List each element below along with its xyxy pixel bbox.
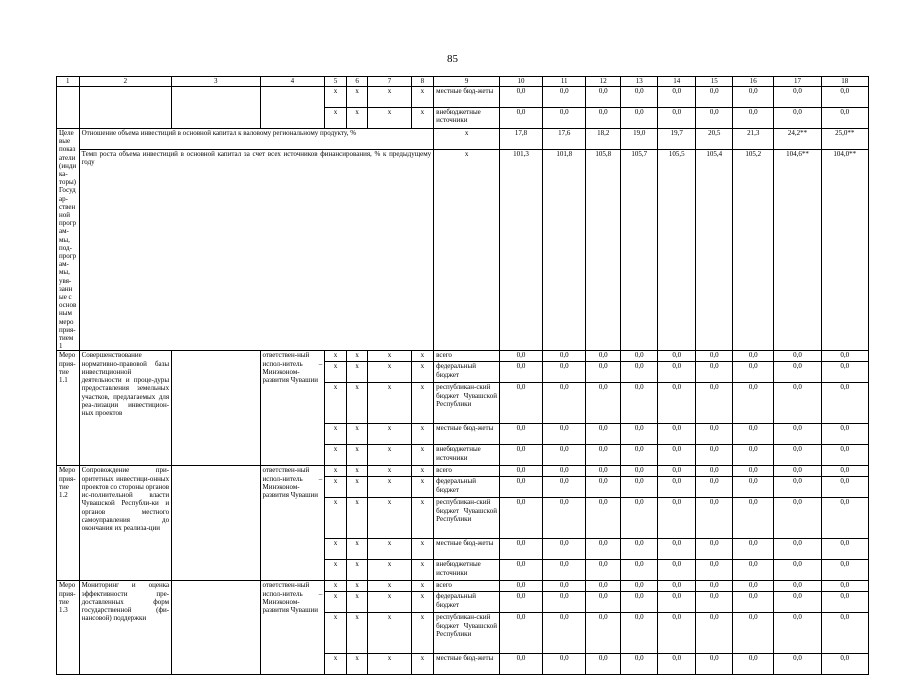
value-cell: 0,0 <box>696 424 733 445</box>
value-cell: 0,0 <box>733 351 774 362</box>
value-cell: 0,0 <box>774 539 821 560</box>
value-cell: 0,0 <box>658 539 696 560</box>
value-cell: 0,0 <box>774 592 821 613</box>
marker-cell: x <box>325 560 347 581</box>
value-cell: 0,0 <box>499 108 542 129</box>
value-cell: 0,0 <box>543 87 586 108</box>
value-cell: 0,0 <box>821 383 868 424</box>
value-cell: 0,0 <box>586 613 621 654</box>
value-cell: 0,0 <box>696 539 733 560</box>
measure-executor: ответствен-ный испол-нитель – Минэконом-развития Чувашии <box>260 351 325 466</box>
value-cell: 0,0 <box>586 445 621 466</box>
value-cell: 0,0 <box>774 383 821 424</box>
marker-cell: x <box>411 362 434 383</box>
value-cell: 0,0 <box>586 87 621 108</box>
column-number: 11 <box>543 77 586 87</box>
funding-source: всего <box>434 351 500 362</box>
marker-cell: x <box>411 560 434 581</box>
value-cell: 19,0 <box>621 129 658 150</box>
value-cell: 0,0 <box>621 362 658 383</box>
value-cell: 0,0 <box>499 87 542 108</box>
value-cell: 0,0 <box>621 383 658 424</box>
value-cell: 0,0 <box>774 445 821 466</box>
marker-cell: x <box>346 654 368 675</box>
measure-description: Сопровождение при-оритетных инвестици-онных проектов со стороны органов ис-полнительной власти Чувашской Республи-ки и органов местного самоуправления до окончания их реализа-ции <box>79 466 172 581</box>
measure-label: Мероприя-тие 1.1 <box>57 351 80 466</box>
funding-source: всего <box>434 466 500 477</box>
value-cell: 0,0 <box>821 539 868 560</box>
value-cell: 0,0 <box>543 351 586 362</box>
marker-cell: x <box>368 383 411 424</box>
value-cell: 0,0 <box>586 581 621 592</box>
value-cell: 105,4 <box>696 150 733 351</box>
column-number: 4 <box>260 77 325 87</box>
marker-cell: x <box>368 424 411 445</box>
column-number: 5 <box>325 77 347 87</box>
value-cell: 17,6 <box>543 129 586 150</box>
value-cell: 0,0 <box>658 477 696 498</box>
value-cell: 0,0 <box>543 445 586 466</box>
value-cell: 0,0 <box>696 498 733 539</box>
value-cell: 0,0 <box>621 466 658 477</box>
value-cell: 0,0 <box>733 560 774 581</box>
marker-cell: x <box>411 383 434 424</box>
value-cell: 0,0 <box>543 108 586 129</box>
marker-cell: x <box>368 560 411 581</box>
empty-cell <box>172 87 260 129</box>
value-cell: 0,0 <box>774 351 821 362</box>
marker-cell: x <box>368 477 411 498</box>
value-cell: 0,0 <box>499 539 542 560</box>
value-cell: 0,0 <box>499 362 542 383</box>
value-cell: 0,0 <box>696 581 733 592</box>
marker-cell: x <box>411 498 434 539</box>
value-cell: 0,0 <box>774 581 821 592</box>
value-cell: 0,0 <box>621 539 658 560</box>
column-number: 3 <box>172 77 260 87</box>
marker-cell: x <box>346 498 368 539</box>
funding-source: внебюджетные источники <box>434 445 500 466</box>
value-cell: 0,0 <box>774 498 821 539</box>
value-cell: 0,0 <box>586 424 621 445</box>
column-number: 13 <box>621 77 658 87</box>
value-cell: 0,0 <box>774 613 821 654</box>
marker-cell: x <box>325 654 347 675</box>
value-cell: 0,0 <box>733 477 774 498</box>
marker-cell: x <box>325 613 347 654</box>
program-table <box>56 76 869 675</box>
funding-source: внебюджетные источники <box>434 560 500 581</box>
value-cell: 0,0 <box>696 87 733 108</box>
value-cell: 0,0 <box>733 108 774 129</box>
empty-cell <box>79 87 172 129</box>
funding-source: республикан-ский бюджет Чувашской Республики <box>434 498 500 539</box>
value-cell: 104,0** <box>821 150 868 351</box>
marker-cell: x <box>325 108 347 129</box>
value-cell: 0,0 <box>696 560 733 581</box>
value-cell: 0,0 <box>586 498 621 539</box>
marker-cell: x <box>346 477 368 498</box>
value-cell: 0,0 <box>499 592 542 613</box>
value-cell: 0,0 <box>499 498 542 539</box>
value-cell: 0,0 <box>658 362 696 383</box>
value-cell: 0,0 <box>774 654 821 675</box>
marker-cell: x <box>325 466 347 477</box>
value-cell: 0,0 <box>774 424 821 445</box>
marker-cell: x <box>346 581 368 592</box>
value-cell: 0,0 <box>658 445 696 466</box>
value-cell: 0,0 <box>586 466 621 477</box>
value-cell: 20,5 <box>696 129 733 150</box>
value-cell: 0,0 <box>543 613 586 654</box>
empty-cell <box>172 351 260 466</box>
value-cell: 0,0 <box>499 581 542 592</box>
marker-cell: x <box>346 383 368 424</box>
table-row <box>57 87 869 108</box>
marker-cell: x <box>368 466 411 477</box>
marker-cell: x <box>325 383 347 424</box>
marker-cell: x <box>346 424 368 445</box>
marker-cell: x <box>325 424 347 445</box>
value-cell: 0,0 <box>499 613 542 654</box>
value-cell: 0,0 <box>821 592 868 613</box>
value-cell: 105,5 <box>658 150 696 351</box>
target-indicator-text: Отношение объема инвестиций в основной капитал к валовому региональному продукту, % <box>79 129 434 150</box>
marker-cell: x <box>325 592 347 613</box>
value-cell: 0,0 <box>621 424 658 445</box>
marker-cell: x <box>411 445 434 466</box>
value-cell: 0,0 <box>733 592 774 613</box>
marker-cell: x <box>346 466 368 477</box>
marker-cell: x <box>346 108 368 129</box>
value-cell: 0,0 <box>658 351 696 362</box>
measure-label: Мероприя-тие 1.2 <box>57 466 80 581</box>
column-number: 10 <box>499 77 542 87</box>
marker-cell: x <box>346 445 368 466</box>
value-cell: 0,0 <box>621 445 658 466</box>
value-cell: 0,0 <box>621 654 658 675</box>
value-cell: 0,0 <box>499 466 542 477</box>
value-cell: 0,0 <box>621 581 658 592</box>
funding-source: местные бюд-жеты <box>434 654 500 675</box>
column-number: 12 <box>586 77 621 87</box>
target-indicator-mark: x <box>434 129 500 150</box>
target-indicators-label: Целевые показатели (индика-торы) Государ-ственной програм-мы, под-програм-мы, увя-занные с основным мероприя-тием 1 <box>57 129 80 351</box>
value-cell: 0,0 <box>696 654 733 675</box>
marker-cell: x <box>368 581 411 592</box>
marker-cell: x <box>325 87 347 108</box>
measure-label: Мероприя-тие 1.3 <box>57 581 80 675</box>
value-cell: 101,3 <box>499 150 542 351</box>
value-cell: 0,0 <box>696 351 733 362</box>
marker-cell: x <box>411 539 434 560</box>
value-cell: 0,0 <box>658 466 696 477</box>
marker-cell: x <box>368 445 411 466</box>
marker-cell: x <box>368 108 411 129</box>
target-indicator-row <box>57 150 869 351</box>
column-number: 14 <box>658 77 696 87</box>
value-cell: 0,0 <box>543 654 586 675</box>
value-cell: 0,0 <box>821 613 868 654</box>
value-cell: 0,0 <box>733 581 774 592</box>
value-cell: 0,0 <box>586 362 621 383</box>
value-cell: 0,0 <box>821 466 868 477</box>
marker-cell: x <box>411 108 434 129</box>
value-cell: 0,0 <box>658 498 696 539</box>
value-cell: 0,0 <box>586 351 621 362</box>
column-number: 18 <box>821 77 868 87</box>
value-cell: 0,0 <box>821 108 868 129</box>
value-cell: 0,0 <box>821 560 868 581</box>
value-cell: 105,7 <box>621 150 658 351</box>
value-cell: 0,0 <box>621 108 658 129</box>
marker-cell: x <box>346 351 368 362</box>
value-cell: 0,0 <box>733 539 774 560</box>
marker-cell: x <box>368 362 411 383</box>
value-cell: 0,0 <box>499 560 542 581</box>
value-cell: 0,0 <box>658 383 696 424</box>
measure-description: Мониторинг и оценка эффективности пре-доставленных форм государственной (фи-нансовой) поддержки <box>79 581 172 675</box>
marker-cell: x <box>325 351 347 362</box>
value-cell: 0,0 <box>733 362 774 383</box>
value-cell: 21,3 <box>733 129 774 150</box>
empty-cell <box>57 87 80 129</box>
measure-description: Совершенствование нормативно-правовой базы инвестиционной деятельности и проце-дуры предоставления земельных участков, предлагаемых для реа-лизации инвестицион-ных проектов <box>79 351 172 466</box>
marker-cell: x <box>411 87 434 108</box>
value-cell: 0,0 <box>543 466 586 477</box>
column-number: 6 <box>346 77 368 87</box>
value-cell: 0,0 <box>543 498 586 539</box>
value-cell: 0,0 <box>733 383 774 424</box>
target-indicator-row <box>57 129 869 150</box>
target-indicator-text: Темп роста объема инвестиций в основной капитал за счет всех источников финансирования, % к предыдущему году <box>79 150 434 351</box>
value-cell: 0,0 <box>696 383 733 424</box>
column-number: 16 <box>733 77 774 87</box>
column-number: 9 <box>434 77 500 87</box>
empty-cell <box>172 581 260 675</box>
value-cell: 0,0 <box>696 613 733 654</box>
marker-cell: x <box>411 654 434 675</box>
measure-row <box>57 581 869 592</box>
funding-source: республикан-ский бюджет Чувашской Республики <box>434 383 500 424</box>
page-number: 85 <box>447 53 458 65</box>
funding-source: федеральный бюджет <box>434 477 500 498</box>
value-cell: 0,0 <box>543 581 586 592</box>
marker-cell: x <box>368 539 411 560</box>
marker-cell: x <box>325 498 347 539</box>
value-cell: 0,0 <box>696 592 733 613</box>
value-cell: 0,0 <box>658 581 696 592</box>
marker-cell: x <box>325 539 347 560</box>
value-cell: 0,0 <box>499 445 542 466</box>
value-cell: 0,0 <box>658 87 696 108</box>
marker-cell: x <box>346 87 368 108</box>
value-cell: 0,0 <box>499 654 542 675</box>
value-cell: 0,0 <box>621 87 658 108</box>
value-cell: 0,0 <box>586 539 621 560</box>
value-cell: 0,0 <box>821 87 868 108</box>
marker-cell: x <box>411 592 434 613</box>
value-cell: 0,0 <box>621 351 658 362</box>
column-number: 15 <box>696 77 733 87</box>
value-cell: 19,7 <box>658 129 696 150</box>
value-cell: 0,0 <box>621 477 658 498</box>
value-cell: 0,0 <box>543 560 586 581</box>
value-cell: 0,0 <box>821 498 868 539</box>
value-cell: 0,0 <box>658 108 696 129</box>
value-cell: 0,0 <box>586 108 621 129</box>
value-cell: 18,2 <box>586 129 621 150</box>
value-cell: 0,0 <box>733 654 774 675</box>
marker-cell: x <box>346 592 368 613</box>
value-cell: 0,0 <box>774 477 821 498</box>
value-cell: 0,0 <box>774 362 821 383</box>
funding-source: республикан-ский бюджет Чувашской Республики <box>434 613 500 654</box>
value-cell: 0,0 <box>621 592 658 613</box>
value-cell: 0,0 <box>543 424 586 445</box>
marker-cell: x <box>325 445 347 466</box>
table-body <box>57 77 869 675</box>
column-number: 7 <box>368 77 411 87</box>
value-cell: 25,0** <box>821 129 868 150</box>
value-cell: 0,0 <box>621 560 658 581</box>
marker-cell: x <box>368 654 411 675</box>
value-cell: 0,0 <box>774 108 821 129</box>
value-cell: 0,0 <box>658 613 696 654</box>
marker-cell: x <box>411 477 434 498</box>
value-cell: 0,0 <box>733 87 774 108</box>
value-cell: 0,0 <box>821 581 868 592</box>
marker-cell: x <box>368 351 411 362</box>
value-cell: 0,0 <box>696 466 733 477</box>
value-cell: 0,0 <box>696 108 733 129</box>
value-cell: 0,0 <box>821 424 868 445</box>
value-cell: 0,0 <box>733 498 774 539</box>
value-cell: 0,0 <box>499 351 542 362</box>
value-cell: 0,0 <box>821 477 868 498</box>
value-cell: 0,0 <box>696 477 733 498</box>
value-cell: 0,0 <box>774 560 821 581</box>
value-cell: 0,0 <box>586 654 621 675</box>
value-cell: 105,8 <box>586 150 621 351</box>
value-cell: 0,0 <box>733 445 774 466</box>
value-cell: 17,8 <box>499 129 542 150</box>
value-cell: 101,8 <box>543 150 586 351</box>
value-cell: 0,0 <box>733 613 774 654</box>
marker-cell: x <box>368 592 411 613</box>
funding-source: местные бюд-жеты <box>434 539 500 560</box>
value-cell: 0,0 <box>499 383 542 424</box>
value-cell: 0,0 <box>658 592 696 613</box>
value-cell: 0,0 <box>774 466 821 477</box>
value-cell: 0,0 <box>621 498 658 539</box>
funding-source: федеральный бюджет <box>434 592 500 613</box>
value-cell: 24,2** <box>774 129 821 150</box>
value-cell: 0,0 <box>774 87 821 108</box>
measure-row <box>57 351 869 362</box>
marker-cell: x <box>368 87 411 108</box>
measure-row <box>57 466 869 477</box>
marker-cell: x <box>411 613 434 654</box>
value-cell: 0,0 <box>658 560 696 581</box>
marker-cell: x <box>346 613 368 654</box>
value-cell: 0,0 <box>586 383 621 424</box>
value-cell: 0,0 <box>621 613 658 654</box>
measure-executor: ответствен-ный испол-нитель – Минэконом-развития Чувашии <box>260 581 325 675</box>
marker-cell: x <box>346 539 368 560</box>
value-cell: 0,0 <box>499 424 542 445</box>
value-cell: 0,0 <box>543 592 586 613</box>
value-cell: 0,0 <box>586 560 621 581</box>
marker-cell: x <box>346 362 368 383</box>
marker-cell: x <box>325 362 347 383</box>
funding-source: всего <box>434 581 500 592</box>
column-number-row <box>57 77 869 87</box>
column-number: 2 <box>79 77 172 87</box>
value-cell: 0,0 <box>733 424 774 445</box>
funding-source: местные бюд-жеты <box>434 87 500 108</box>
funding-source: местные бюд-жеты <box>434 424 500 445</box>
column-number: 8 <box>411 77 434 87</box>
marker-cell: x <box>368 613 411 654</box>
value-cell: 0,0 <box>821 445 868 466</box>
marker-cell: x <box>368 498 411 539</box>
value-cell: 0,0 <box>543 539 586 560</box>
value-cell: 0,0 <box>543 362 586 383</box>
value-cell: 0,0 <box>499 477 542 498</box>
value-cell: 105,2 <box>733 150 774 351</box>
funding-source: федеральный бюджет <box>434 362 500 383</box>
value-cell: 0,0 <box>696 445 733 466</box>
value-cell: 0,0 <box>658 654 696 675</box>
value-cell: 0,0 <box>658 424 696 445</box>
value-cell: 0,0 <box>586 592 621 613</box>
marker-cell: x <box>346 560 368 581</box>
marker-cell: x <box>411 424 434 445</box>
marker-cell: x <box>411 581 434 592</box>
column-number: 17 <box>774 77 821 87</box>
value-cell: 0,0 <box>696 362 733 383</box>
marker-cell: x <box>325 477 347 498</box>
value-cell: 0,0 <box>543 477 586 498</box>
value-cell: 0,0 <box>733 466 774 477</box>
measure-executor: ответствен-ный испол-нитель – Минэконом-развития Чувашии <box>260 466 325 581</box>
marker-cell: x <box>411 351 434 362</box>
empty-cell <box>172 466 260 581</box>
value-cell: 0,0 <box>821 362 868 383</box>
funding-source: внебюджетные источники <box>434 108 500 129</box>
value-cell: 0,0 <box>821 351 868 362</box>
marker-cell: x <box>325 581 347 592</box>
empty-cell <box>260 87 325 129</box>
value-cell: 0,0 <box>543 383 586 424</box>
value-cell: 104,6** <box>774 150 821 351</box>
column-number: 1 <box>57 77 80 87</box>
value-cell: 0,0 <box>586 477 621 498</box>
marker-cell: x <box>411 466 434 477</box>
target-indicator-mark: x <box>434 150 500 351</box>
value-cell: 0,0 <box>821 654 868 675</box>
